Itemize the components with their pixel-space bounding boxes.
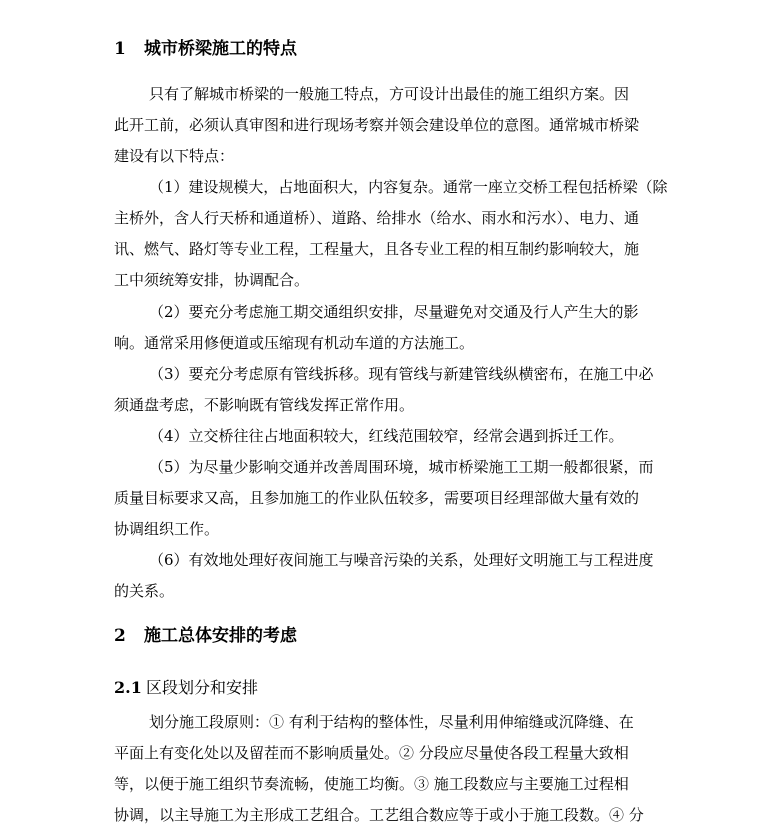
point-5-line-1: （5）为尽量少影响交通并改善周围环境，城市桥梁施工工期一般都很紧，而 [149,458,654,476]
section-2-number: 2 [114,626,126,646]
point-5-line-2: 质量目标要求又高，且参加施工的作业队伍较多，需要项目经理部做大量有效的 [114,489,640,507]
intro-line-2: 此开工前，必须认真审图和进行现场考察并领会建设单位的意图。通常城市桥梁 [114,116,640,134]
intro-line-3: 建设有以下特点： [114,147,235,165]
point-6-line-1: （6）有效地处理好夜间施工与噪音污染的关系，处理好文明施工与工程进度 [149,551,654,569]
point-2-line-1: （2）要充分考虑施工期交通组织安排，尽量避免对交通及行人产生大的影 [149,303,639,321]
point-1-line-3: 讯、燃气、路灯等专业工程，工程量大，且各专业工程的相互制约影响较大，施 [114,240,640,258]
principle-line-2: 平面上有变化处以及留茬而不影响质量处。② 分段应尽量使各段工程量大致相 [114,744,629,762]
section-2-1-title: 区段划分和安排 [146,678,259,697]
section-2-heading [114,625,297,647]
point-1-line-4: 工中须统筹安排，协调配合。 [114,271,310,289]
section-2-1-heading [114,677,258,699]
point-6-line-2: 的关系。 [114,582,175,600]
point-3-line-1: （3）要充分考虑原有管线拆移。现有管线与新建管线纵横密布，在施工中必 [149,365,654,383]
intro-line-1: 只有了解城市桥梁的一般施工特点，方可设计出最佳的施工组织方案。因 [149,85,630,103]
point-2-line-2: 响。通常采用修便道或压缩现有机动车道的方法施工。 [114,334,475,352]
point-5-line-3: 协调组织工作。 [114,520,220,538]
section-1-title: 城市桥梁施工的特点 [144,39,297,59]
section-1-heading [114,38,297,60]
principle-line-4: 协调，以主导施工为主形成工艺组合。工艺组合数应等于或小于施工段数。④ 分 [114,806,644,824]
section-1-number: 1 [114,39,126,59]
point-3-line-2: 须通盘考虑，不影响既有管线发挥正常作用。 [114,396,415,414]
point-1-line-2: 主桥外，含人行天桥和通道桥）、道路、给排水（给水、雨水和污水）、电力、通 [114,209,640,227]
principle-line-1: 划分施工段原则：① 有利于结构的整体性，尽量利用伸缩缝或沉降缝、在 [149,713,634,731]
principle-line-3: 等，以便于施工组织节奏流畅，使施工均衡。③ 施工段数应与主要施工过程相 [114,775,629,793]
section-2-1-number: 2.1 [114,678,142,697]
point-1-line-1: （1）建设规模大，占地面积大，内容复杂。通常一座立交桥工程包括桥梁（除 [149,178,668,196]
section-2-title: 施工总体安排的考虑 [144,626,297,646]
point-4-line-1: （4）立交桥往往占地面积较大，红线范围较窄，经常会遇到拆迁工作。 [149,427,624,445]
